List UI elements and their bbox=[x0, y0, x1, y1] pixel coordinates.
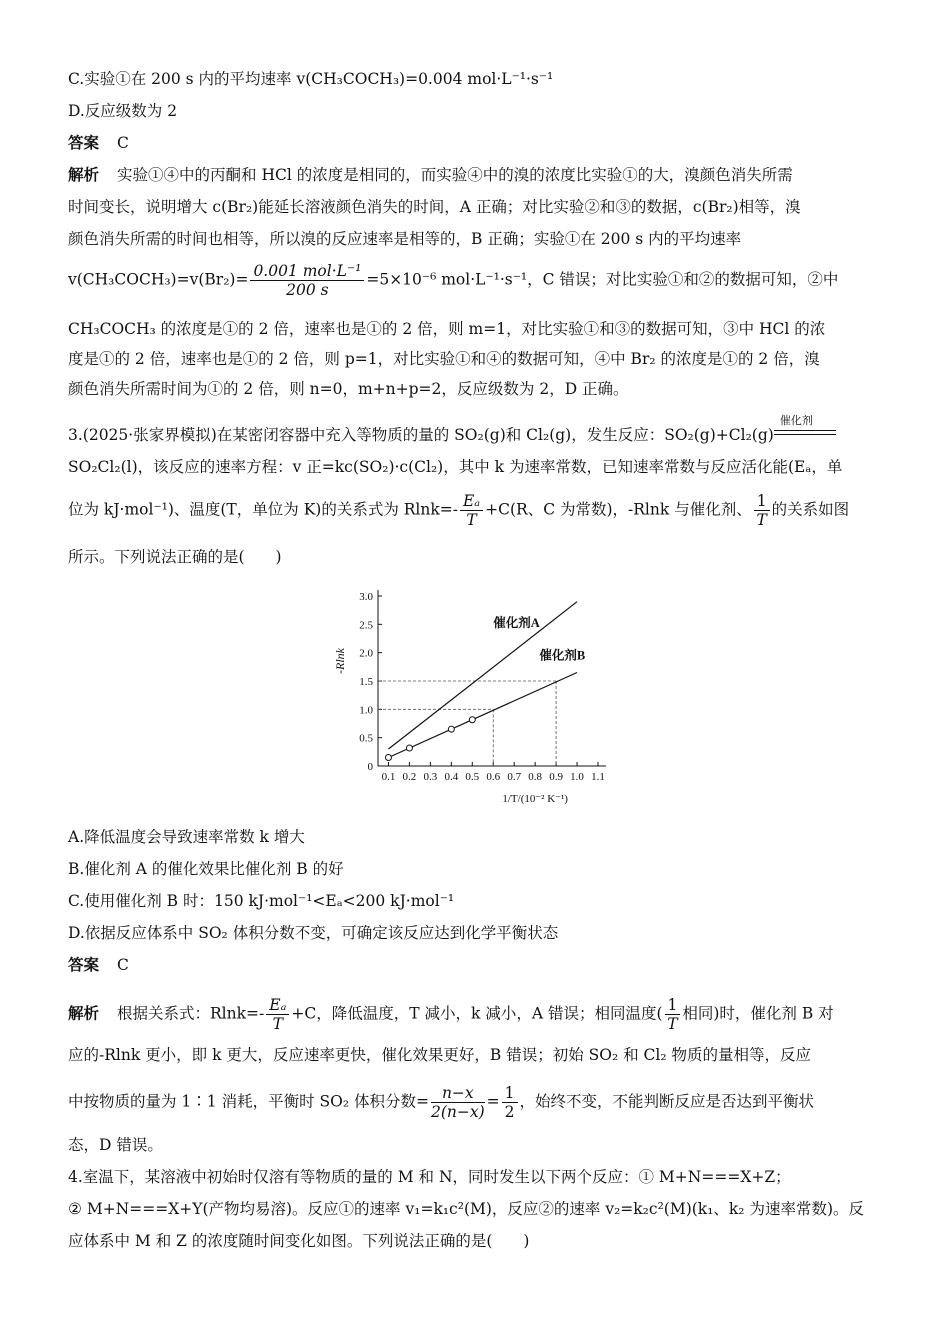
chart-svg bbox=[330, 582, 630, 812]
series-label-b: 催化剂B bbox=[539, 648, 586, 663]
rate-result: =5×10⁻⁶ mol·L⁻¹·s⁻¹，C 错误；对比实验①和②的数据可知，②中 bbox=[366, 270, 839, 289]
question-3-line-2: SO₂Cl₂(l)，该反应的速率方程：v 正=kc(SO₂)·c(Cl₂)，其中 k 为速率常数，已知速率常数与反应活化能(Eₐ，单 bbox=[68, 458, 843, 476]
question-4-line-1: 4.室温下，某溶液中初始时仅溶有等物质的量的 M 和 N，同时发生以下两个反应：① M+N===X+Z； bbox=[68, 1168, 791, 1186]
analysis-label: 解析 bbox=[68, 1004, 100, 1023]
analysis2-line-2: 应的-Rlnk 更小，即 k 更大，反应速率更快，催化效果更好，B 错误；初始 SO₂ 和 Cl₂ 物质的量相等，反应 bbox=[68, 1046, 812, 1064]
x-tick-label: 0.7 bbox=[507, 771, 522, 783]
y-tick-label: 1.5 bbox=[359, 676, 373, 688]
y-tick-label: 3.0 bbox=[359, 591, 373, 603]
rate-fraction bbox=[250, 262, 364, 299]
option-d-text: D.反应级数为 2 bbox=[68, 102, 178, 120]
x-tick-label: 1.1 bbox=[591, 771, 605, 783]
fraction-numerator: Eₐ bbox=[460, 492, 483, 511]
analysis-line-5: CH₃COCH₃ 的浓度是①的 2 倍，速率也是①的 2 倍，则 m=1，对比实验①和③的数据可知，③中 HCl 的浓 bbox=[68, 320, 826, 338]
answer-line bbox=[68, 132, 884, 154]
question-3-stem: 3.(2025·张家界模拟)在某密闭容器中充入等物质的量的 SO₂(g)和 Cl₂(g)，发生反应：SO₂(g)+Cl₂(g) bbox=[68, 426, 774, 444]
volume-fraction bbox=[431, 1084, 485, 1121]
x-tick-label: 0.8 bbox=[528, 771, 543, 783]
series-label-a: 催化剂A bbox=[493, 616, 540, 631]
question-3-line-3 bbox=[68, 492, 884, 529]
arrhenius-tail: +C(R、C 为常数)，-Rlnk 与催化剂、 bbox=[485, 500, 752, 519]
fraction-numerator: Eₐ bbox=[266, 996, 289, 1015]
fraction-denominator: T bbox=[272, 1015, 283, 1033]
arrhenius-text: 位为 kJ·mol⁻¹)、温度(T，单位为 K)的关系式为 Rlnk=- bbox=[68, 500, 458, 519]
x-tick-label: 0.9 bbox=[549, 771, 563, 783]
analysis-text: 根据关系式：Rlnk=- bbox=[117, 1004, 265, 1023]
analysis-line-7: 颜色消失所需时间为①的 2 倍，则 n=0，m+n+p=2，反应级数为 2，D 正确。 bbox=[68, 380, 629, 398]
rlnk-chart bbox=[330, 582, 630, 812]
fraction-numerator: 1 bbox=[754, 492, 770, 511]
data-point bbox=[448, 726, 454, 732]
analysis-line-3: 颜色消失所需的时间也相等，所以溴的反应速率是相等的，B 正确；实验①在 200 s 内的平均速率 bbox=[68, 230, 742, 248]
fraction-numerator: n−x bbox=[431, 1084, 485, 1103]
fraction-denominator: 2(n−x) bbox=[430, 1103, 485, 1121]
analysis2-line-3 bbox=[68, 1084, 884, 1121]
fraction-numerator: 0.001 mol·L⁻¹ bbox=[250, 262, 364, 281]
answer-line-2 bbox=[68, 954, 884, 976]
fraction-denominator: 2 bbox=[504, 1103, 515, 1121]
fraction-numerator: 1 bbox=[502, 1084, 518, 1103]
question-4-line-3: 应体系中 M 和 Z 的浓度随时间变化如图。下列说法正确的是( ) bbox=[68, 1232, 530, 1250]
data-point bbox=[406, 745, 412, 751]
series-line-b bbox=[388, 673, 577, 758]
data-point bbox=[385, 755, 391, 761]
question-4-line-2: ② M+N===X+Y(产物均易溶)。反应①的速率 v₁=k₁c²(M)，反应②的速率 v₂=k₂c²(M)(k₁、k₂ 为速率常数)。反 bbox=[68, 1200, 864, 1218]
question-3-line-4: 所示。下列说法正确的是( ) bbox=[68, 548, 282, 566]
analysis-text: +C，降低温度，T 减小，k 减小，A 错误；相同温度( bbox=[291, 1004, 663, 1023]
y-tick-label: 2.0 bbox=[359, 647, 373, 660]
ea-over-t-fraction bbox=[460, 492, 483, 529]
x-tick-label: 1.0 bbox=[570, 771, 584, 783]
answer-value: C bbox=[117, 956, 129, 974]
fraction-denominator: T bbox=[667, 1015, 678, 1033]
analysis-text: 相同)时，催化剂 B 对 bbox=[682, 1004, 834, 1023]
y-tick-label: 0 bbox=[367, 761, 373, 773]
analysis-line-4 bbox=[68, 262, 884, 299]
catalyst-reversible-arrow bbox=[774, 414, 836, 440]
answer-label: 答案 bbox=[68, 134, 100, 152]
catalyst-label: 催化剂 bbox=[779, 414, 813, 427]
data-point bbox=[469, 717, 475, 723]
y-tick-label: 1.0 bbox=[359, 704, 373, 717]
analysis-label: 解析 bbox=[68, 166, 100, 184]
analysis-line-6: 度是①的 2 倍，速率也是①的 2 倍，则 p=1，对比实验①和④的数据可知，④中 Br₂ 的浓度是①的 2 倍，溴 bbox=[68, 350, 820, 368]
analysis-text: 实验①④中的丙酮和 HCl 的浓度是相同的，而实验④中的溴的浓度比实验①的大，溴颜色消失所需 bbox=[117, 166, 793, 184]
option-d: D.依据反应体系中 SO₂ 体积分数不变，可确定该反应达到化学平衡状态 bbox=[68, 924, 559, 942]
fraction-denominator: T bbox=[756, 511, 767, 529]
option-a: A.降低温度会导致速率常数 k 增大 bbox=[68, 828, 305, 846]
fraction-denominator: 200 s bbox=[286, 281, 329, 299]
x-tick-label: 0.3 bbox=[423, 771, 438, 783]
relation-tail: 的关系如图 bbox=[771, 500, 850, 519]
one-over-t-fraction bbox=[665, 996, 681, 1033]
x-tick-label: 0.2 bbox=[402, 771, 417, 783]
analysis-text: ，始终不变，不能判断反应是否达到平衡状 bbox=[519, 1092, 815, 1111]
y-tick-label: 2.5 bbox=[359, 619, 373, 632]
one-over-t-fraction bbox=[754, 492, 770, 529]
x-tick-label: 0.1 bbox=[381, 771, 396, 783]
half-fraction bbox=[502, 1084, 518, 1121]
answer-label: 答案 bbox=[68, 956, 100, 974]
ea-over-t-fraction bbox=[266, 996, 289, 1033]
option-c-text: C.实验①在 200 s 内的平均速率 v(CH₃COCH₃)=0.004 mol·L⁻¹·s⁻¹ bbox=[68, 70, 554, 88]
x-axis-label: 1/T/(10⁻² K⁻¹) bbox=[502, 793, 568, 805]
analysis-text: 中按物质的量为 1∶1 消耗，平衡时 SO₂ 体积分数= bbox=[68, 1092, 429, 1111]
y-axis-label: -Rlnk bbox=[333, 648, 347, 674]
analysis2-line-4: 态，D 错误。 bbox=[68, 1136, 163, 1154]
answer-value: C bbox=[117, 134, 129, 152]
equals-sign: = bbox=[486, 1092, 500, 1111]
rate-expression: v(CH₃COCH₃)=v(Br₂)= bbox=[68, 270, 249, 289]
analysis2-line-1 bbox=[68, 996, 884, 1033]
option-b: B.催化剂 A 的催化效果比催化剂 B 的好 bbox=[68, 860, 344, 878]
question-3-line-1 bbox=[68, 414, 884, 446]
series-line-a bbox=[388, 602, 577, 749]
fraction-denominator: T bbox=[466, 511, 477, 529]
x-tick-label: 0.5 bbox=[465, 771, 480, 783]
option-c: C.使用催化剂 B 时：150 kJ·mol⁻¹<Eₐ<200 kJ·mol⁻¹ bbox=[68, 892, 455, 910]
x-tick-label: 0.4 bbox=[444, 771, 459, 783]
fraction-numerator: 1 bbox=[665, 996, 681, 1015]
y-tick-label: 0.5 bbox=[359, 732, 373, 745]
analysis-line-1 bbox=[68, 164, 884, 186]
x-tick-label: 0.6 bbox=[486, 771, 501, 783]
analysis-line-2: 时间变长，说明增大 c(Br₂)能延长溶液颜色消失的时间，A 正确；对比实验②和③的数据，c(Br₂)相等，溴 bbox=[68, 198, 801, 216]
